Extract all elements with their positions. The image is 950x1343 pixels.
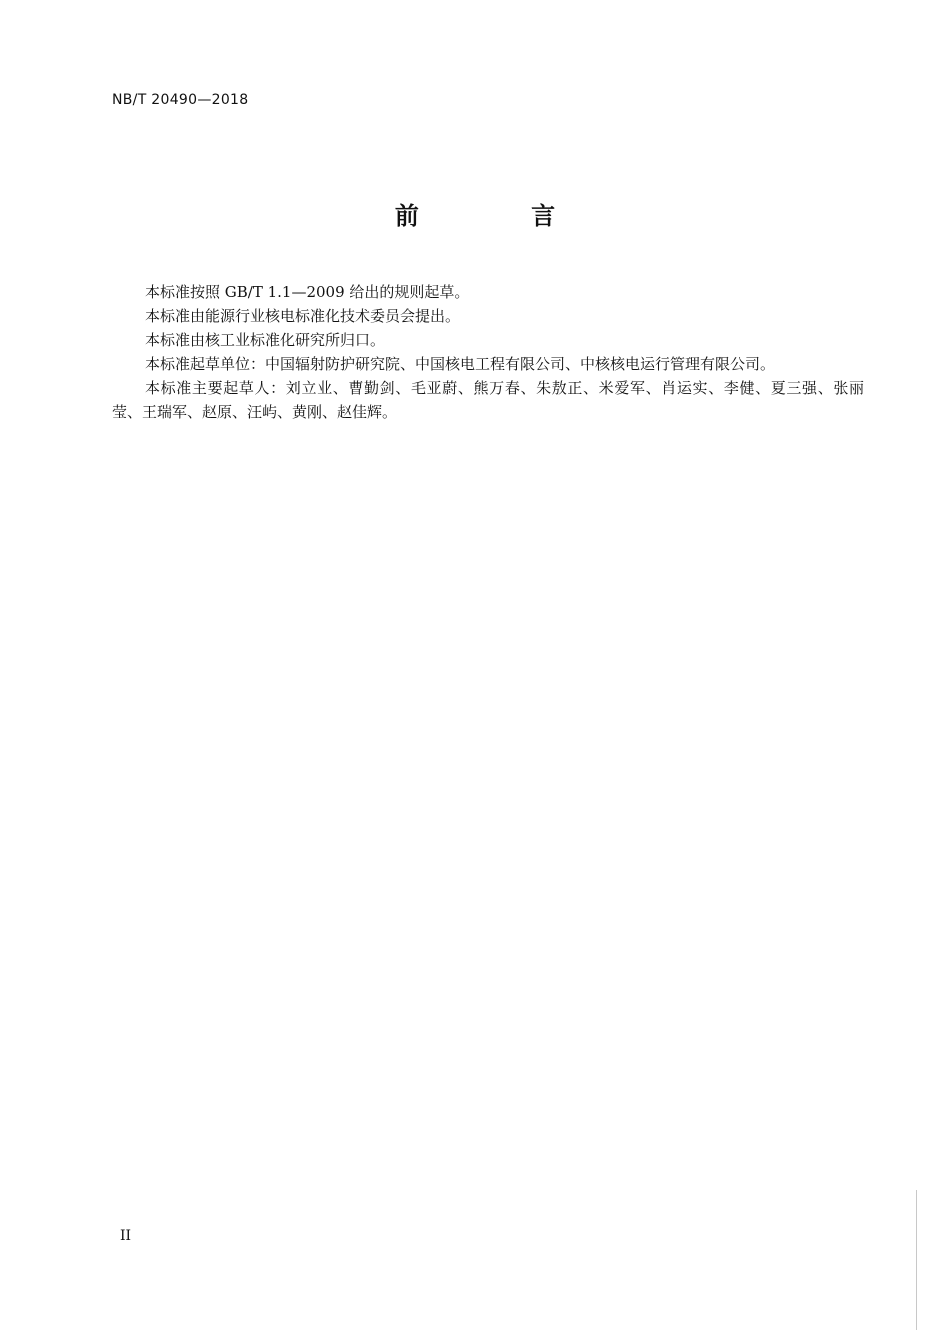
preface-body (112, 280, 864, 424)
page-title: 前 言 (394, 202, 608, 230)
paragraph-proposer: 本标准由能源行业核电标准化技术委员会提出。 (145, 307, 461, 325)
standard-code: NB/T 20490—2018 (112, 92, 249, 108)
paragraph-drafting-units: 本标准起草单位：中国辐射防护研究院、中国核电工程有限公司、中核核电运行管理有限公司。 (145, 355, 776, 373)
paragraph-drafting-rules: 本标准按照 GB/T 1.1—2009 给出的规则起草。 (145, 283, 470, 301)
page-number: II (120, 1228, 132, 1244)
paragraph-drafters: 本标准主要起草人：刘立业、曹勤剑、毛亚蔚、熊万春、朱敖正、米爱军、肖运实、李健、夏三强、张丽莹、王瑞军、赵原、汪屿、黄刚、赵佳辉。 (112, 379, 864, 421)
scan-edge-divider (916, 1190, 917, 1330)
paragraph-administrator: 本标准由核工业标准化研究所归口。 (145, 331, 386, 349)
